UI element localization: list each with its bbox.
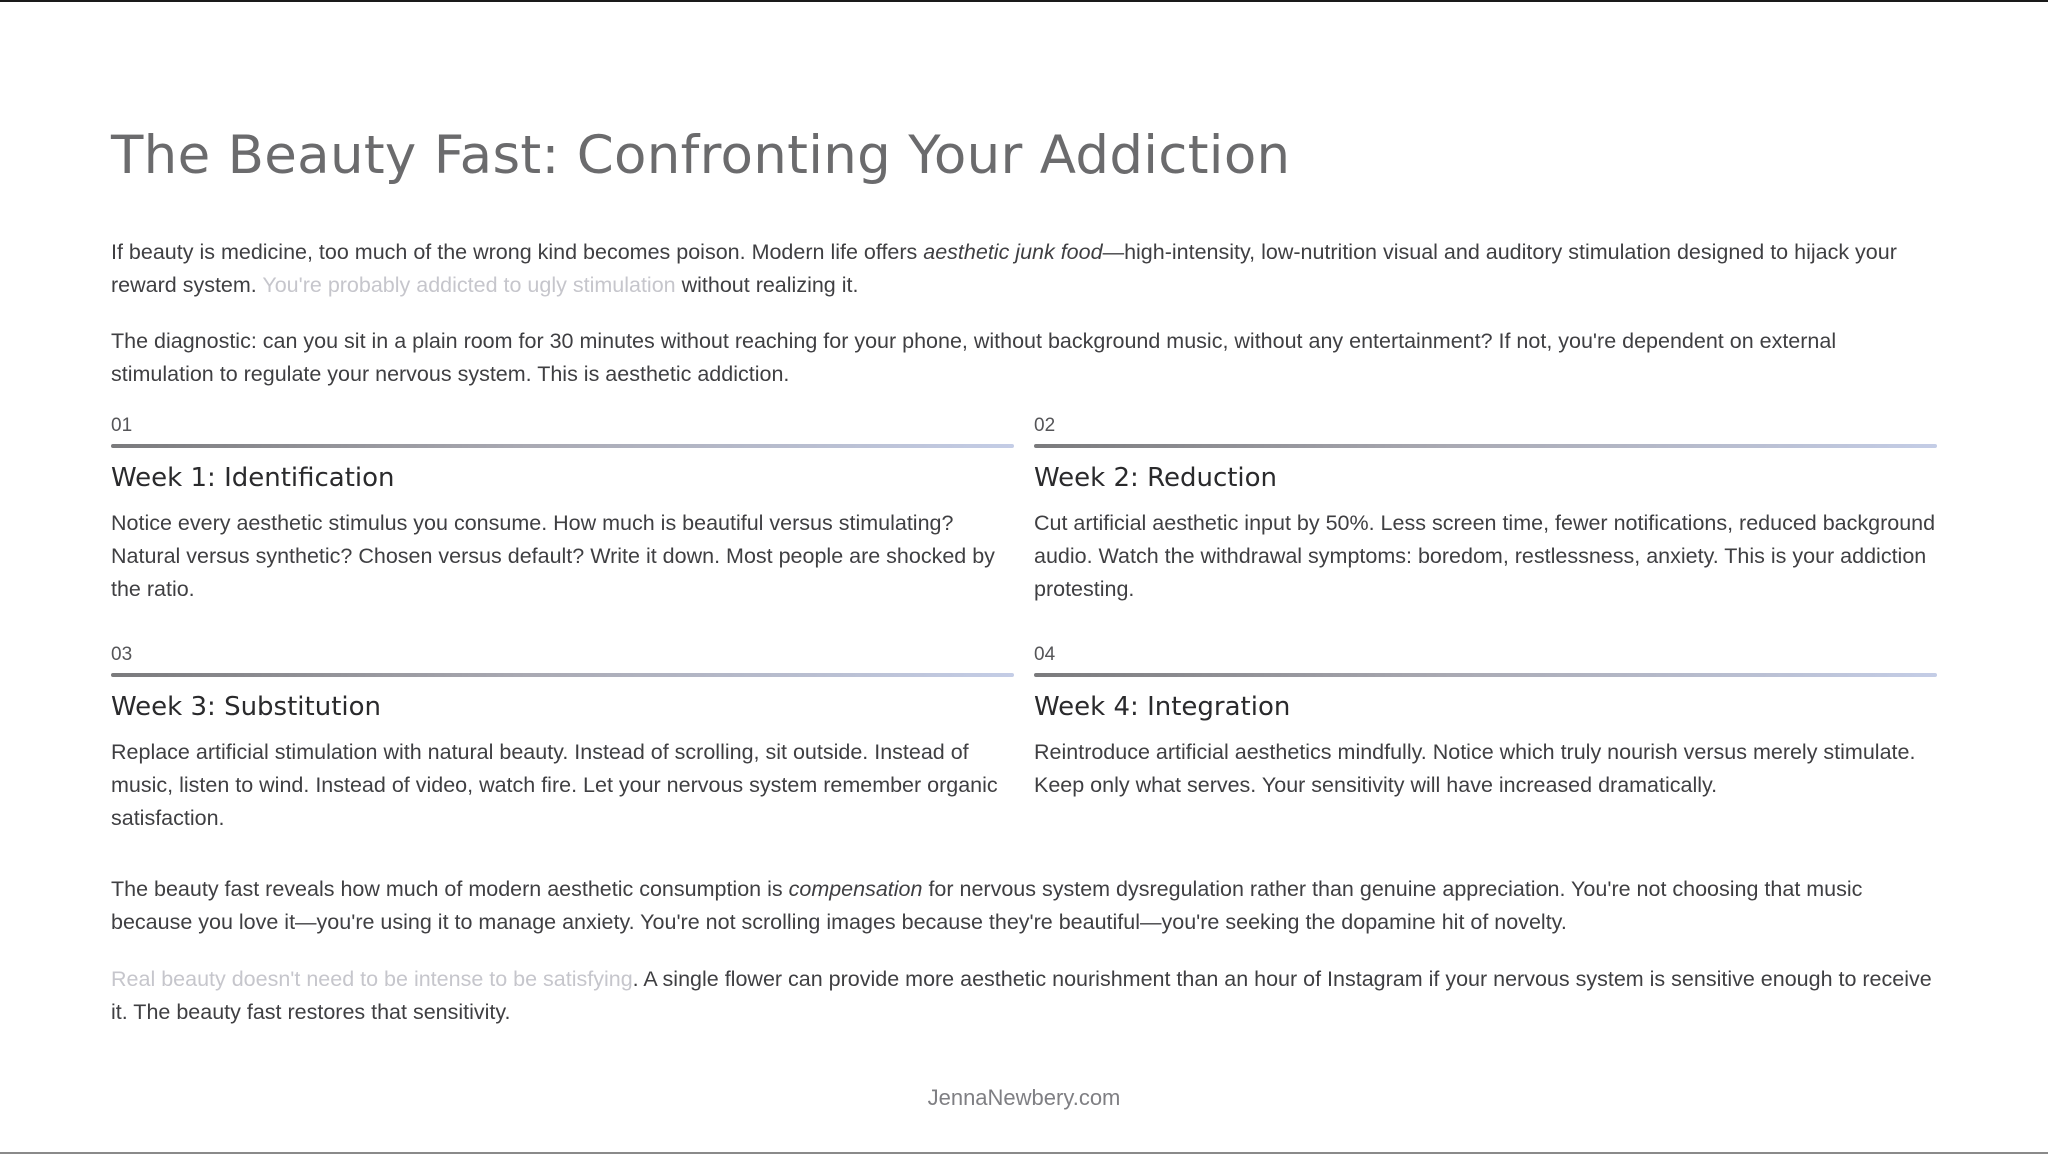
emphasis-text: compensation — [788, 877, 923, 901]
site-footer-domain: JennaNewbery.com — [927, 1085, 1121, 1110]
step-number: 01 — [111, 415, 133, 436]
step-title: Week 1: Identification — [111, 463, 395, 493]
highlighted-phrase: You're probably addicted to ugly stimulation — [262, 273, 676, 297]
step-title: Week 2: Reduction — [1034, 463, 1278, 493]
page-title: The Beauty Fast: Confronting Your Addiction — [111, 125, 1291, 186]
intro-paragraph-2: The diagnostic: can you sit in a plain room for 30 minutes without reaching for your phone, without background music, without any entertainment? If not, you're dependent on external stimulation to regulate your nervous system. This is aesthetic addiction. — [111, 329, 1837, 386]
step-number: 04 — [1034, 644, 1056, 665]
step-title: Week 4: Integration — [1034, 692, 1291, 722]
step-divider — [1034, 444, 1937, 448]
closing-paragraph-2 — [111, 963, 1937, 1029]
step-description: Cut artificial aesthetic input by 50%. Less screen time, fewer notifications, reduced background audio. Watch the withdrawal symptoms: boredom, restlessness, anxiety. This is your addiction protesting. — [1034, 511, 1936, 601]
intro-text: without realizing it. — [675, 273, 859, 297]
highlighted-phrase: Real beauty doesn't need to be intense to be satisfying — [111, 967, 633, 991]
step-description: Reintroduce artificial aesthetics mindfully. Notice which truly nourish versus merely stimulate. Keep only what serves. Your sensitivity will have increased dramatically. — [1034, 740, 1916, 797]
intro-text: —high-intensity, low-nutrition visual and auditory stimulation designed to hijack your reward system. — [111, 240, 1897, 297]
closing-paragraph-1 — [111, 873, 1937, 939]
intro-text: If beauty is medicine, too much of the wrong kind becomes poison. Modern life offers — [111, 240, 924, 264]
closing-text: for nervous system dysregulation rather than genuine appreciation. You're not choosing that music because you love it—you're using it to manage anxiety. You're not scrolling images because they're beautiful—you're seeking the dopamine hit of novelty. — [111, 877, 1863, 934]
step-description: Notice every aesthetic stimulus you consume. How much is beautiful versus stimulating? Natural versus synthetic? Chosen versus default? Write it down. Most people are shocked by the ratio. — [111, 511, 995, 601]
step-divider — [1034, 673, 1937, 677]
step-title: Week 3: Substitution — [111, 692, 381, 722]
step-number: 03 — [111, 644, 133, 665]
intro-paragraph-1 — [111, 236, 1937, 302]
closing-text: The beauty fast reveals how much of modern aesthetic consumption is — [111, 877, 789, 901]
step-divider — [111, 444, 1014, 448]
step-number: 02 — [1034, 415, 1056, 436]
closing-text: . A single flower can provide more aesthetic nourishment than an hour of Instagram if your nervous system is sensitive enough to receive it. The beauty fast restores that sensitivity. — [111, 967, 1932, 1024]
step-divider — [111, 673, 1014, 677]
step-description: Replace artificial stimulation with natural beauty. Instead of scrolling, sit outside. Instead of music, listen to wind. Instead of video, watch fire. Let your nervous system remember organic satisfaction. — [111, 740, 998, 830]
emphasis-text: aesthetic junk food — [923, 240, 1103, 264]
